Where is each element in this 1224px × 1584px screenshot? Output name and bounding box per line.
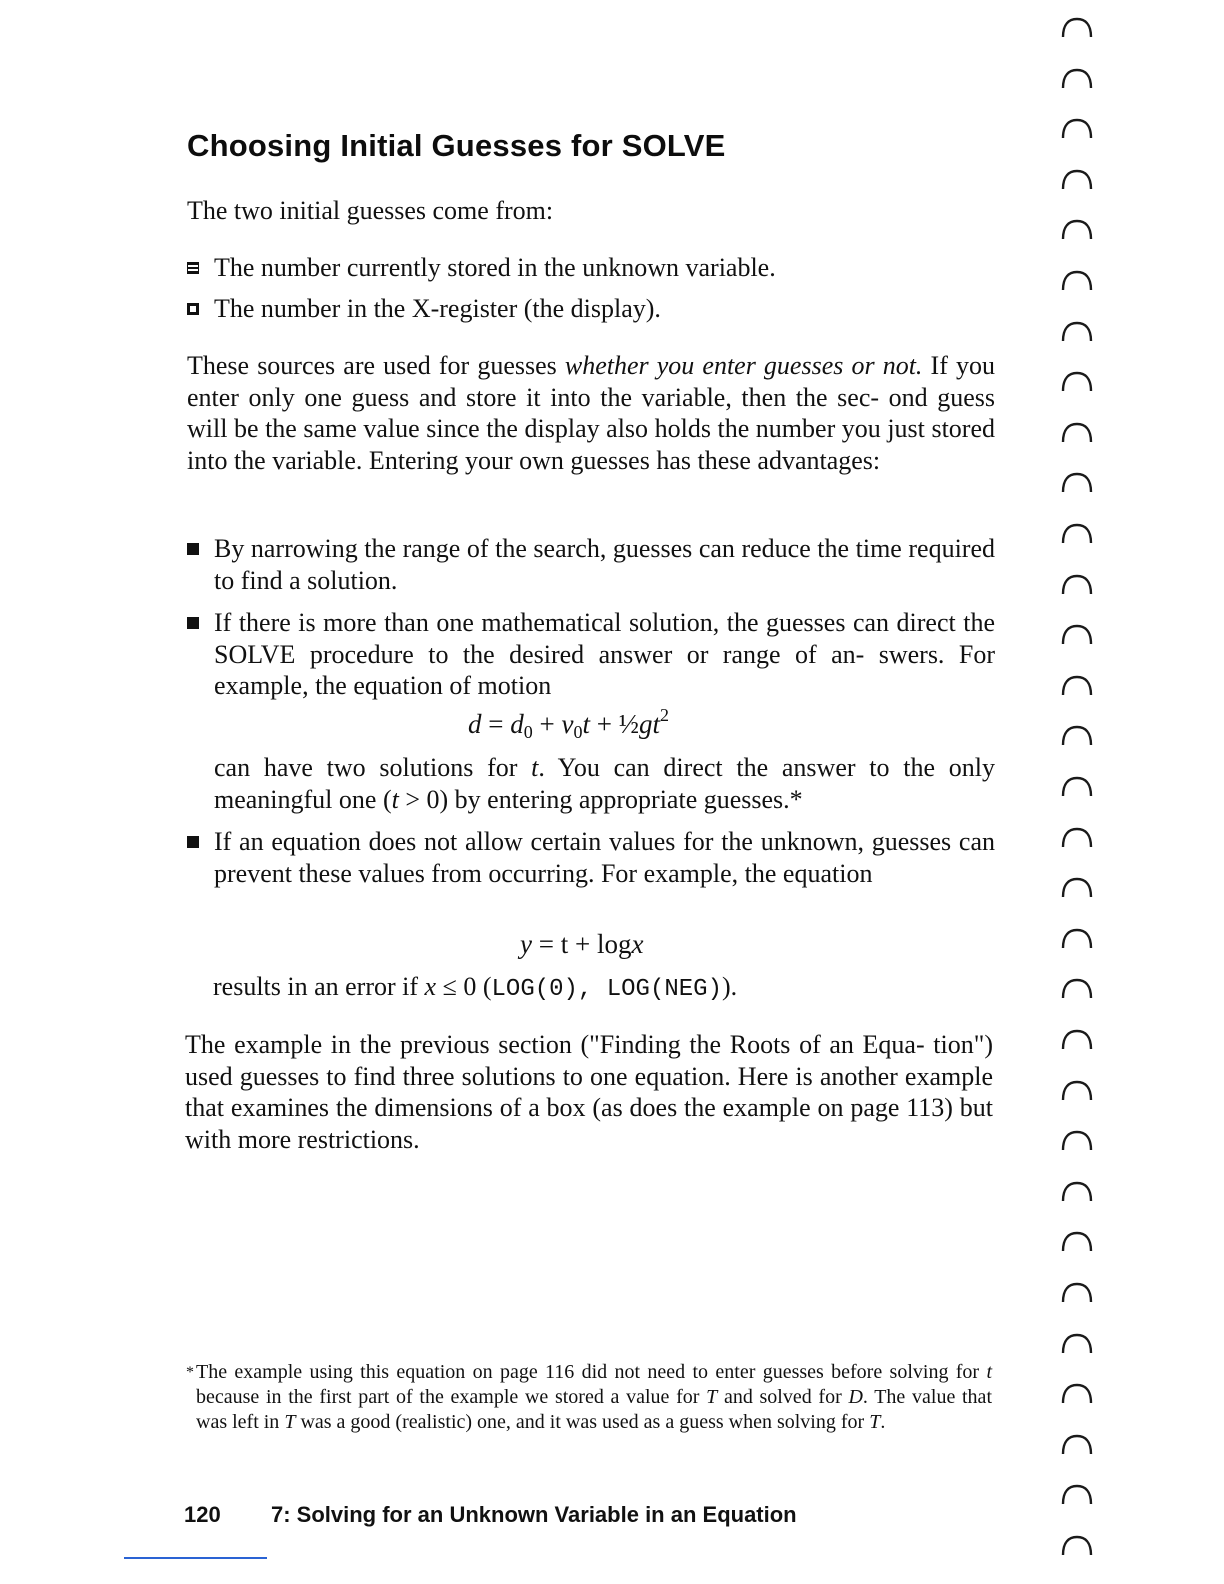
text-run: These sources are used for guesses	[187, 351, 565, 380]
text-run: ≤ 0 (	[436, 972, 492, 1001]
binding-ring-arc	[1063, 930, 1091, 948]
binding-ring-icon	[1060, 1281, 1094, 1303]
binding-ring-arc	[1063, 1385, 1091, 1403]
text-run: .	[880, 1411, 886, 1433]
binding-ring-icon	[1060, 218, 1094, 240]
eq-symbol: =	[488, 709, 504, 739]
binding-ring-icon	[1060, 16, 1094, 38]
binding-ring-icon	[1060, 269, 1094, 291]
binding-ring-arc	[1063, 19, 1091, 37]
list-item-source-1	[187, 252, 995, 284]
eq-symbol: g	[638, 709, 653, 739]
binding-ring-arc	[1063, 221, 1091, 239]
binding-ring-icon	[1060, 522, 1094, 544]
variable: D	[848, 1386, 863, 1408]
binding-ring-arc	[1063, 626, 1091, 644]
intro-text: The two initial guesses come from:	[187, 196, 554, 225]
binding-ring-icon	[1060, 168, 1094, 190]
binding-ring-icon	[1060, 1332, 1094, 1354]
binding-ring-icon	[1060, 573, 1094, 595]
binding-ring-icon	[1060, 117, 1094, 139]
variable: t	[531, 753, 539, 782]
binding-ring-arc	[1063, 1031, 1091, 1049]
binding-ring-icon	[1060, 1382, 1094, 1404]
binding-ring-icon	[1060, 1483, 1094, 1505]
list-item-text: If there is more than one mathematical solution, the guesses can direct the SOLVE procedure to the desired answer or range of an- swers. For example, the equation of motion	[214, 608, 995, 700]
eq-symbol: = t	[538, 929, 569, 959]
variable: x	[424, 972, 437, 1001]
bullet-square-icon	[187, 617, 199, 629]
variable: t	[986, 1361, 992, 1383]
binding-ring-arc	[1063, 1233, 1091, 1251]
binding-ring-arc	[1063, 424, 1091, 442]
bullet-square-icon	[187, 262, 199, 274]
eq-symbol: t	[582, 709, 590, 739]
binding-ring-icon	[1060, 623, 1094, 645]
binding-ring-icon	[1060, 1534, 1094, 1556]
binding-ring-icon	[1060, 724, 1094, 746]
text-run: results in an error if	[213, 972, 425, 1001]
binding-ring-icon	[1060, 1079, 1094, 1101]
binding-ring-icon	[1060, 1433, 1094, 1455]
list-item-advantage-2	[187, 607, 995, 702]
footnote-marker: *	[186, 1364, 194, 1381]
paragraph-example: The example in the previous section ("Finding the Roots of an Equa- tion") used guesses to find three solutions to one equation. Here is another example that examines the dimensions of a box (as does the example on page 113) but with more restrictions.	[185, 1030, 993, 1154]
binding-ring-arc	[1063, 1537, 1091, 1555]
eq-symbol: v	[561, 709, 574, 739]
binding-ring-icon	[1060, 826, 1094, 848]
binding-ring-arc	[1063, 1082, 1091, 1100]
text-run: . The value that was left in	[196, 1386, 992, 1433]
eq-symbol: x	[631, 929, 644, 959]
binding-ring-arc	[1063, 677, 1091, 695]
chapter-title: 7: Solving for an Unknown Variable in an Equation	[271, 1502, 797, 1527]
binding-ring-icon	[1060, 1180, 1094, 1202]
binding-ring-arc	[1063, 1183, 1091, 1201]
binding-ring-arc	[1063, 727, 1091, 745]
bullet-square-icon	[187, 543, 199, 555]
binding-ring-arc	[1063, 1284, 1091, 1302]
binding-ring-arc	[1063, 1132, 1091, 1150]
binding-ring-arc	[1063, 879, 1091, 897]
binding-ring-icon	[1060, 1230, 1094, 1252]
text-run: The example using this equation on page 116 did not need to enter guesses before solving for	[196, 1361, 987, 1383]
error-message-code: LOG(0), LOG(NEG)	[491, 976, 722, 1003]
binding-ring-arc	[1063, 1486, 1091, 1504]
eq-symbol: log	[596, 929, 632, 959]
eq-symbol: d	[510, 709, 524, 739]
binding-ring-arc	[1063, 576, 1091, 594]
bullet-square-icon	[187, 303, 199, 315]
eq-subscript: 0	[573, 722, 583, 742]
variable: T	[706, 1386, 718, 1408]
binding-ring-arc	[1063, 323, 1091, 341]
binding-ring-icon	[1060, 876, 1094, 898]
page-number: 120	[184, 1502, 221, 1527]
text-run: because in the first part of the example we stored a value for	[196, 1386, 707, 1408]
binding-ring-icon	[1060, 67, 1094, 89]
eq-symbol: t	[652, 709, 660, 739]
bottom-link-underline	[124, 1557, 267, 1559]
binding-ring-icon	[1060, 927, 1094, 949]
eq-superscript: 2	[659, 705, 669, 725]
binding-ring-icon	[1060, 674, 1094, 696]
eq-symbol: +	[574, 929, 591, 959]
text-run: and solved for	[717, 1386, 849, 1408]
equation-of-motion	[468, 705, 669, 743]
binding-ring-arc	[1063, 1335, 1091, 1353]
footnote	[186, 1360, 992, 1435]
binding-ring-icon	[1060, 1129, 1094, 1151]
binding-ring-icon	[1060, 320, 1094, 342]
equation-log	[520, 929, 643, 960]
paragraph-sources	[187, 350, 995, 476]
binding-ring-arc	[1063, 474, 1091, 492]
binding-ring-arc	[1063, 829, 1091, 847]
binding-ring-arc	[1063, 525, 1091, 543]
text-run: If you enter only one guess and store it into the variable, then the sec- ond guess will be the same value since the display also holds the number you just stored into the variable. Entering your own guesses has these advantages:	[187, 351, 995, 475]
page-footer	[184, 1502, 797, 1528]
text-run: was a good (realistic) one, and it was used as a guess when solving for	[295, 1411, 870, 1433]
emphasis-text: whether you enter guesses or not.	[564, 351, 923, 380]
bullet-square-icon	[187, 836, 199, 848]
binding-ring-icon	[1060, 1028, 1094, 1050]
binding-ring-arc	[1063, 171, 1091, 189]
list-item-text: The number in the X-register (the display).	[214, 294, 661, 323]
eq-symbol: +	[539, 709, 555, 739]
advantage-3-continuation	[213, 971, 995, 1006]
binding-ring-arc	[1063, 70, 1091, 88]
eq-symbol: d	[468, 709, 482, 739]
section-heading: Choosing Initial Guesses for SOLVE	[187, 128, 726, 163]
spiral-binding	[1052, 0, 1112, 1584]
list-item-text: The number currently stored in the unknown variable.	[214, 253, 776, 282]
list-item-advantage-3	[187, 826, 995, 889]
eq-symbol: y	[520, 929, 532, 959]
list-item-text: If an equation does not allow certain values for the unknown, guesses can prevent these values from occurring. For example, the equation	[214, 827, 995, 888]
binding-ring-arc	[1063, 272, 1091, 290]
variable: t	[391, 784, 399, 814]
text-run: can have two solutions for	[214, 753, 532, 782]
list-item-source-2	[187, 293, 995, 325]
binding-ring-arc	[1063, 778, 1091, 796]
binding-ring-icon	[1060, 370, 1094, 392]
text-run: ).	[721, 972, 738, 1001]
variable: T	[284, 1411, 296, 1433]
binding-ring-arc	[1063, 120, 1091, 138]
list-item-text: By narrowing the range of the search, guesses can reduce the time required to find a solution.	[214, 534, 995, 595]
binding-ring-arc	[1063, 373, 1091, 391]
binding-ring-icon	[1060, 421, 1094, 443]
eq-subscript: 0	[523, 722, 533, 742]
binding-ring-icon	[1060, 977, 1094, 999]
list-item-advantage-1	[187, 533, 995, 596]
eq-symbol: ½	[618, 709, 639, 739]
text-run: > 0) by entering appropriate guesses.*	[398, 784, 803, 814]
binding-ring-arc	[1063, 980, 1091, 998]
text-run: . You can direct the answer to the only meaningful one (	[214, 753, 995, 814]
binding-ring-icon	[1060, 471, 1094, 493]
binding-ring-icon	[1060, 775, 1094, 797]
advantage-2-continuation	[214, 752, 995, 815]
binding-ring-arc	[1063, 1436, 1091, 1454]
eq-symbol: +	[596, 709, 612, 739]
variable: T	[869, 1411, 881, 1433]
